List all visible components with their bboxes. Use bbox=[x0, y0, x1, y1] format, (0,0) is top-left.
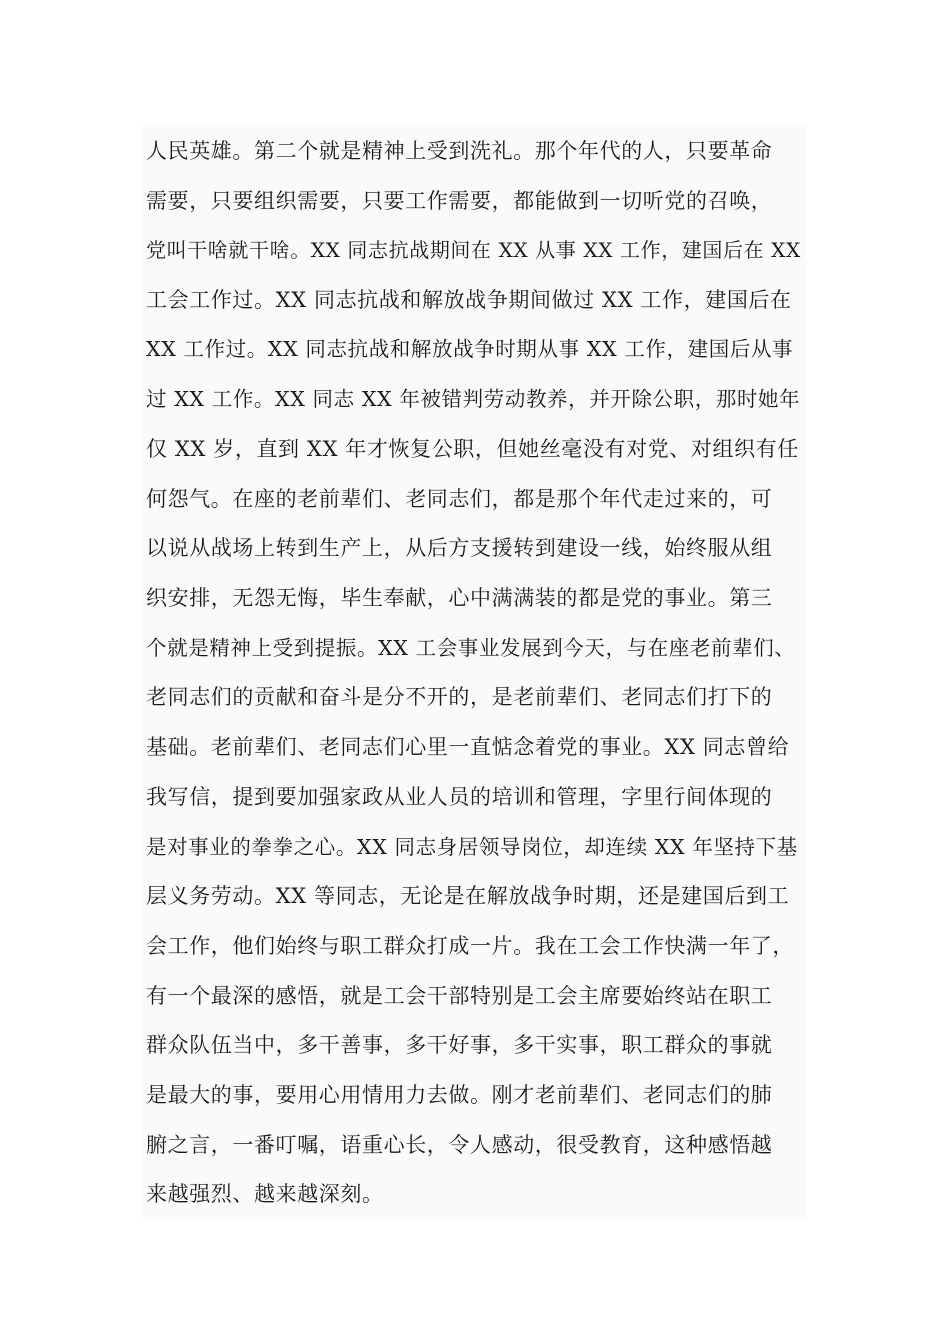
text-line: 老同志们的贡献和奋斗是分不开的，是老前辈们、老同志们打下的 bbox=[146, 685, 773, 709]
text-line: 来越强烈、越来越深刻。 bbox=[146, 1182, 384, 1206]
text-line: 基础。老前辈们、老同志们心里一直惦念着党的事业。XX 同志曾给 bbox=[146, 735, 790, 759]
text-line: 何怨气。在座的老前辈们、老同志们，都是那个年代走过来的，可 bbox=[146, 487, 773, 511]
text-line: 个就是精神上受到提振。XX 工会事业发展到今天，与在座老前辈们、 bbox=[146, 636, 796, 660]
text-line: 群众队伍当中，多干善事，多干好事，多干实事，职工群众的事就 bbox=[146, 1033, 773, 1057]
text-line: 有一个最深的感悟，就是工会干部特别是工会主席要始终站在职工 bbox=[146, 984, 773, 1008]
text-line: XX 工作过。XX 同志抗战和解放战争时期从事 XX 工作，建国后从事 bbox=[146, 337, 794, 361]
text-line: 层义务劳动。XX 等同志，无论是在解放战争时期，还是建国后到工 bbox=[146, 884, 790, 908]
text-line: 过 XX 工作。XX 同志 XX 年被错判劳动教养，并开除公职，那时她年 bbox=[146, 387, 801, 411]
text-line: 党叫干啥就干啥。XX 同志抗战期间在 XX 从事 XX 工作，建国后在 XX bbox=[146, 238, 801, 262]
text-line: 我写信，提到要加强家政从业人员的培训和管理，字里行间体现的 bbox=[146, 785, 773, 809]
text-line: 工会工作过。XX 同志抗战和解放战争期间做过 XX 工作，建国后在 bbox=[146, 288, 792, 312]
text-line: 以说从战场上转到生产上，从后方支援转到建设一线，始终服从组 bbox=[146, 536, 773, 560]
text-line: 需要，只要组织需要，只要工作需要，都能做到一切听党的召唤， bbox=[146, 189, 773, 213]
text-line: 是对事业的拳拳之心。XX 同志身居领导岗位，却连续 XX 年坚持下基 bbox=[146, 835, 798, 859]
text-line: 仅 XX 岁，直到 XX 年才恢复公职，但她丝毫没有对党、对组织有任 bbox=[146, 437, 799, 461]
text-line: 腑之言，一番叮嘱，语重心长，令人感动，很受教育，这种感悟越 bbox=[146, 1133, 773, 1157]
text-line: 人民英雄。第二个就是精神上受到洗礼。那个年代的人，只要革命 bbox=[146, 139, 773, 163]
text-line: 是最大的事，要用心用情用力去做。刚才老前辈们、老同志们的肺 bbox=[146, 1083, 773, 1107]
body-text bbox=[143, 125, 806, 1220]
text-line: 织安排，无怨无悔，毕生奉献，心中满满装的都是党的事业。第三 bbox=[146, 586, 773, 610]
text-line: 会工作，他们始终与职工群众打成一片。我在工会工作快满一年了， bbox=[146, 934, 794, 958]
